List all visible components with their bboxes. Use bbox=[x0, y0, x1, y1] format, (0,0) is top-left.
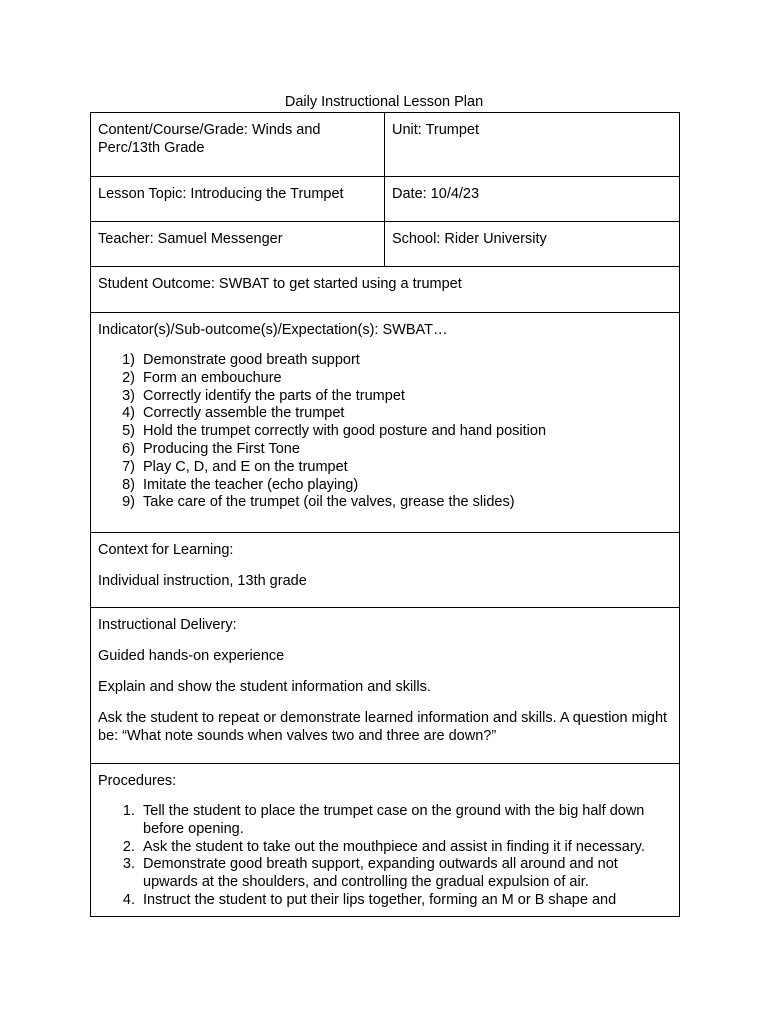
procedures-list bbox=[98, 803, 672, 910]
list-item: 8) Imitate the teacher (echo playing) bbox=[122, 476, 359, 493]
table-row bbox=[91, 764, 680, 917]
context-cell bbox=[91, 533, 680, 608]
indicators-heading: Indicator(s)/Sub-outcome(s)/Expectation(s): SWBAT… bbox=[98, 322, 448, 338]
list-item: 6) Producing the First Tone bbox=[122, 440, 300, 457]
delivery-paragraph: Explain and show the student information and skills. bbox=[98, 679, 431, 695]
table-row bbox=[91, 113, 680, 177]
list-item: 7) Play C, D, and E on the trumpet bbox=[122, 458, 348, 475]
list-item: 1) Demonstrate good breath support bbox=[122, 352, 360, 368]
list-item: 4. Instruct the student to put their lips together, forming an M or B shape and bbox=[122, 891, 617, 908]
date-cell: Date: 10/4/23 bbox=[385, 177, 680, 222]
delivery-heading: Instructional Delivery: bbox=[98, 617, 237, 633]
unit-cell: Unit: Trumpet bbox=[385, 113, 680, 177]
list-item: 2. Ask the student to take out the mouthpiece and assist in finding it if necessary. bbox=[122, 838, 645, 855]
list-item: 3) Correctly identify the parts of the trumpet bbox=[122, 387, 405, 404]
document-title: Daily Instructional Lesson Plan bbox=[284, 94, 484, 110]
table-row bbox=[91, 222, 680, 267]
lesson-plan-table bbox=[90, 112, 680, 917]
list-item: 3. Demonstrate good breath support, expanding outwards all around and not upwards at the shoulders, and controlling the gradual expulsion of air. bbox=[122, 856, 618, 891]
table-row bbox=[91, 608, 680, 764]
list-item: 9) Take care of the trumpet (oil the valves, grease the slides) bbox=[122, 494, 515, 511]
delivery-paragraph: Guided hands-on experience bbox=[98, 648, 285, 664]
table-row bbox=[91, 267, 680, 313]
school-cell: School: Rider University bbox=[385, 222, 680, 267]
list-item: 2) Form an embouchure bbox=[122, 369, 282, 386]
delivery-cell bbox=[91, 608, 680, 764]
list-item: 5) Hold the trumpet correctly with good posture and hand position bbox=[122, 423, 547, 440]
context-heading: Context for Learning: bbox=[98, 542, 234, 558]
table-row bbox=[91, 313, 680, 533]
content-course-grade-cell: Content/Course/Grade: Winds and Perc/13th Grade bbox=[91, 113, 385, 177]
list-item: 4) Correctly assemble the trumpet bbox=[122, 405, 345, 422]
lesson-topic-cell: Lesson Topic: Introducing the Trumpet bbox=[91, 177, 385, 222]
teacher-cell: Teacher: Samuel Messenger bbox=[91, 222, 385, 267]
student-outcome-cell: Student Outcome: SWBAT to get started using a trumpet bbox=[91, 267, 680, 313]
indicators-list bbox=[98, 352, 672, 512]
delivery-paragraph: Ask the student to repeat or demonstrate learned information and skills. A question might be: “What note sounds when valves two and three are down?” bbox=[98, 710, 668, 744]
table-row bbox=[91, 533, 680, 608]
procedures-cell bbox=[91, 764, 680, 917]
context-text: Individual instruction, 13th grade bbox=[98, 573, 307, 589]
list-item: 1. Tell the student to place the trumpet case on the ground with the big half down before opening. bbox=[122, 803, 645, 837]
indicators-cell bbox=[91, 313, 680, 533]
table-row bbox=[91, 177, 680, 222]
procedures-heading: Procedures: bbox=[98, 773, 177, 789]
